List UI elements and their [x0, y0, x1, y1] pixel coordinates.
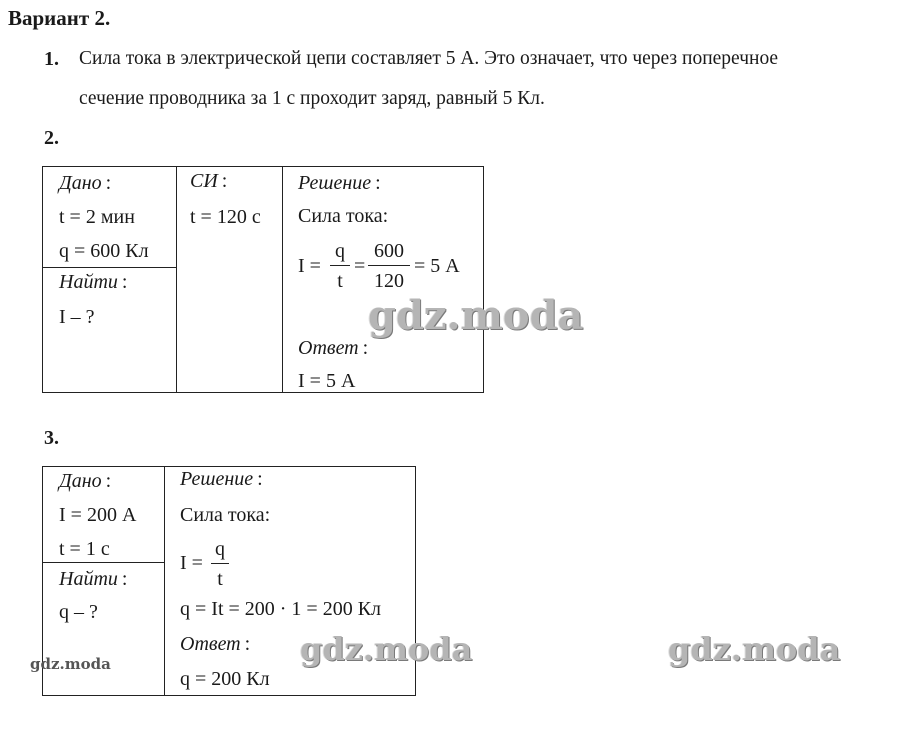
task2-formula-rhs: = 5 А — [414, 255, 460, 277]
task2-given-2: q = 600 Кл — [59, 240, 149, 262]
task3-find-1: q – ? — [59, 601, 98, 623]
task2-frac1-bar — [330, 265, 350, 266]
task3-answer: q = 200 Кл — [180, 668, 270, 690]
task1-number: 1. — [44, 48, 59, 70]
task2-find-1: I – ? — [59, 306, 95, 328]
task2-divider-find — [42, 267, 177, 268]
task3-frac-num: q — [215, 538, 225, 560]
task2-frac2-bar — [368, 265, 410, 266]
task2-divider-given — [176, 166, 177, 393]
task2-si-1: t = 120 с — [190, 206, 261, 228]
task3-number: 3. — [44, 427, 59, 449]
task3-solution-label: Решение — [180, 468, 254, 490]
task3-divider-find — [42, 562, 165, 563]
watermark-small: gdz.moda — [30, 655, 111, 673]
task3-calc: q = It = 200 · 1 = 200 Кл — [180, 598, 382, 620]
task2-frac1-num: q — [335, 240, 345, 262]
task2-answer: I = 5 А — [298, 370, 356, 392]
task2-answer-colon: : — [362, 337, 369, 359]
task3-answer-heading — [180, 633, 250, 656]
task2-si-heading — [190, 170, 227, 193]
page-title: Вариант 2. — [8, 6, 111, 30]
task3-answer-label: Ответ — [180, 633, 241, 655]
task3-find-colon: : — [121, 568, 128, 590]
task2-number: 2. — [44, 127, 59, 149]
task3-given-2: t = 1 с — [59, 538, 110, 560]
task2-eq: = — [354, 255, 366, 277]
task2-frac2-den: 120 — [374, 270, 404, 292]
task2-si-colon: : — [221, 170, 228, 192]
task3-given-heading — [59, 470, 111, 493]
task2-find-colon: : — [121, 271, 128, 293]
task3-formula-lhs: I = — [180, 552, 203, 574]
task1-text-line1: Сила тока в электрической цепи составляет 5 А. Это означает, что через поперечное — [79, 48, 779, 69]
task2-solution-label: Решение — [298, 172, 372, 194]
task2-solution-colon: : — [375, 172, 381, 194]
task3-given-label: Дано — [59, 470, 102, 492]
task3-frac-bar — [211, 563, 229, 564]
task2-solution-heading — [298, 172, 381, 195]
task2-si-label: СИ — [190, 170, 218, 192]
task2-given-label: Дано — [59, 172, 102, 194]
task2-formula-lhs: I = — [298, 255, 321, 277]
task3-given-1: I = 200 А — [59, 504, 137, 526]
watermark-center: gdz.moda — [368, 292, 584, 339]
watermark-bottom-middle: gdz.moda — [300, 630, 473, 668]
task3-frac-den: t — [217, 568, 223, 590]
task3-given-colon: : — [105, 470, 112, 492]
task2-solution-line: Сила тока: — [298, 205, 389, 227]
task2-find-heading — [59, 271, 127, 294]
task2-given-heading — [59, 172, 111, 195]
task2-frac2-num: 600 — [374, 240, 404, 262]
task2-frac1-den: t — [337, 270, 343, 292]
task2-given-colon: : — [105, 172, 112, 194]
task3-solution-heading — [180, 468, 263, 491]
task2-answer-heading — [298, 337, 368, 360]
task3-find-heading — [59, 568, 127, 591]
task2-divider-si — [282, 166, 283, 393]
watermark-bottom-right: gdz.moda — [668, 630, 841, 668]
task3-solution-colon: : — [257, 468, 263, 490]
task2-given-1: t = 2 мин — [59, 206, 135, 228]
task2-answer-label: Ответ — [298, 337, 359, 359]
task3-divider-given — [164, 466, 165, 696]
task1-text-line2: сечение проводника за 1 с проходит заряд, равный 5 Кл. — [79, 88, 545, 109]
task3-find-label: Найти — [59, 568, 118, 590]
task3-solution-line: Сила тока: — [180, 504, 271, 526]
task2-find-label: Найти — [59, 271, 118, 293]
task3-answer-colon: : — [244, 633, 251, 655]
